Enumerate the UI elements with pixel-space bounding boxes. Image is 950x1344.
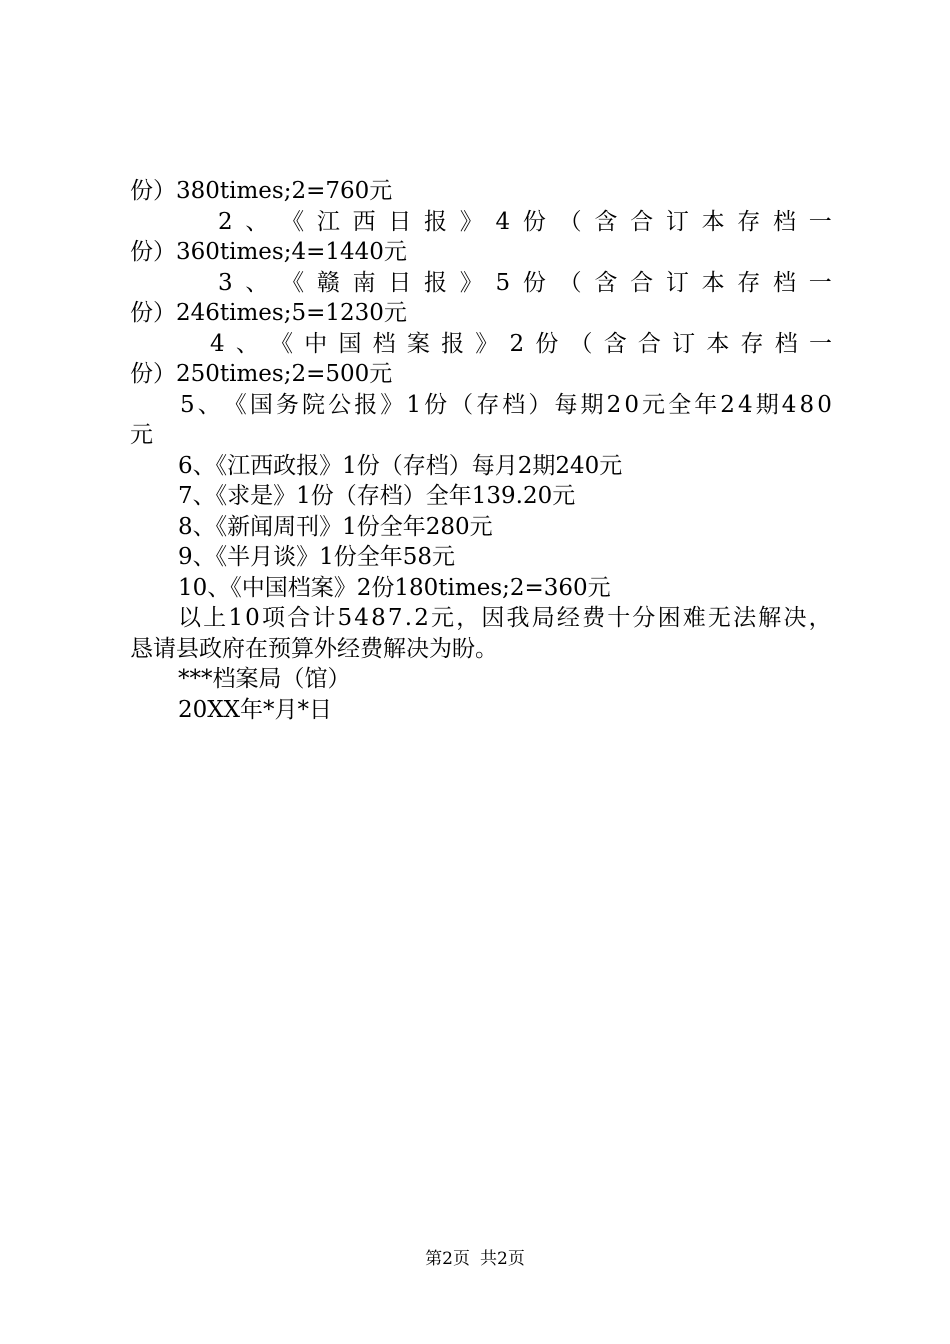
text-line-15: 以 上 1 0 项 合 计 5 4 8 7 . 2 元 ， 因 我 局 经 费 十 分 困 难 无 法 解 决 ， — [178, 605, 832, 631]
text-line-12: 8、《新闻周刊》1份全年280元 — [178, 513, 493, 540]
page-number-current: 第2页 — [425, 1249, 470, 1269]
text-line-6: 4 、 《 中 国 档 案 报 》 2 份 （ 含 合 订 本 存 档 一 — [210, 330, 832, 357]
text-line-8: 5 、 《 国 务 院 公 报 》 1 份 （ 存 档 ） 每 期 2 0 元 全 年 2 4 期 4 8 0 — [180, 391, 832, 418]
page-footer — [0, 1244, 950, 1269]
text-line-10: 6、《江西政报》1份（存档）每月2期240元 — [178, 452, 623, 479]
signature-date: 20XX年*月*日 — [178, 696, 333, 723]
document-body — [130, 176, 832, 725]
text-line-4: 3 、 《 赣 南 日 报 》 5 份 （ 含 合 订 本 存 档 一 — [218, 269, 832, 296]
text-line-5: 份）246times;5=1230元 — [130, 300, 407, 326]
page-number-total: 共2页 — [480, 1249, 525, 1269]
text-line-1: 份）380times;2=760元 — [130, 178, 393, 204]
text-line-16: 恳请县政府在预算外经费解决为盼。 — [130, 635, 498, 662]
text-line-7: 份）250times;2=500元 — [130, 361, 393, 387]
text-line-14: 10、《中国档案》2份180times;2=360元 — [178, 574, 611, 601]
text-line-11: 7、《求是》1份（存档）全年139.20元 — [178, 483, 576, 509]
text-line-3: 份）360times;4=1440元 — [130, 239, 407, 265]
text-line-13: 9、《半月谈》1份全年58元 — [178, 544, 456, 570]
text-line-9: 元 — [130, 422, 153, 448]
text-line-2: 2 、 《 江 西 日 报 》 4 份 （ 含 合 订 本 存 档 一 — [218, 208, 832, 235]
signature-org: ***档案局（馆） — [178, 666, 351, 692]
